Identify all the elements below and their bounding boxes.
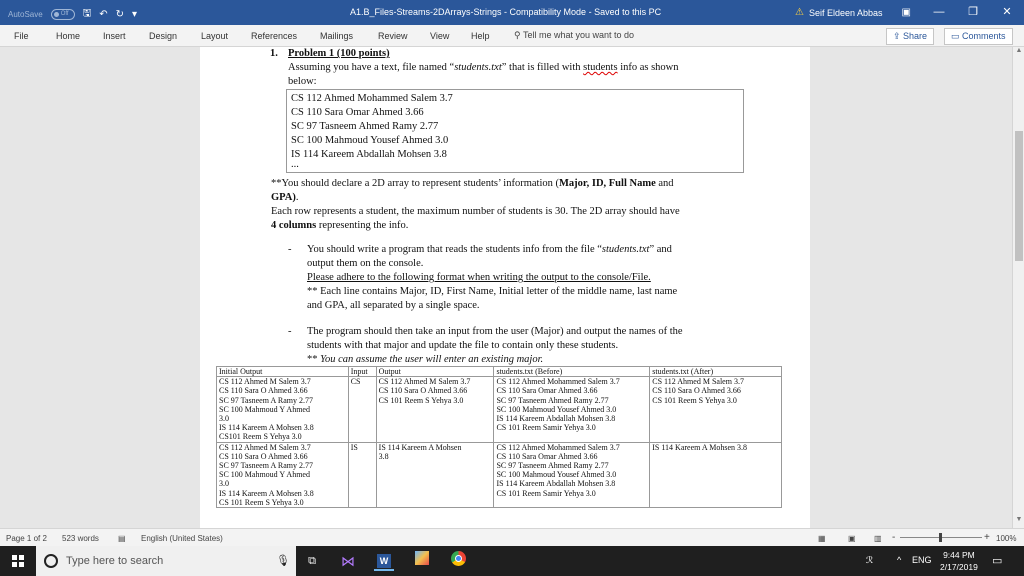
lightbulb-icon: ⚲	[514, 30, 521, 40]
cell-line: SC 97 Tasneem Ahmed Ramy 2.77	[496, 395, 609, 405]
declare-text-b: and	[655, 178, 674, 189]
ribbon-tabs	[0, 25, 1024, 47]
undo-icon[interactable]: ↶	[99, 9, 108, 20]
cell-line: CS 101 Reem S Yehya 3.0	[378, 395, 464, 405]
share-label: Share	[903, 31, 928, 41]
document-title: A1.B_Files-Streams-2DArrays-Strings - Compatibility Mode - Saved to this PC	[350, 7, 662, 17]
declare-text-c: .	[295, 192, 299, 203]
bullet-1-file: students.txt	[601, 244, 650, 255]
cell-line: CS 101 Reem S Yehya 3.0	[652, 395, 737, 405]
cell-line: CS 112 Ahmed Mohammed Salem 3.7	[496, 442, 620, 452]
tab-design[interactable]: Design	[149, 31, 178, 41]
user-name: Seif Eldeen Abbas	[808, 7, 883, 18]
sample-line: SC 100 Mahmoud Yousef Ahmed 3.0	[291, 135, 449, 146]
cell-line: SC 97 Tasneem Ahmed Ramy 2.77	[496, 461, 609, 471]
web-layout-icon[interactable]: ▥	[874, 534, 882, 543]
autosave-label: AutoSave	[8, 10, 43, 19]
intro-line-2: below:	[288, 76, 317, 87]
bullet-1-line-2: output them on the console.	[307, 258, 424, 269]
document-page[interactable]	[200, 47, 810, 528]
intro-students: students	[583, 62, 618, 73]
cell-line: CS 110 Sara O Ahmed 3.66	[219, 386, 308, 396]
sample-data-box	[286, 89, 744, 173]
sample-line: SC 97 Tasneem Ahmed Ramy 2.77	[291, 121, 439, 132]
bullet-2-dash: -	[288, 326, 292, 337]
cell-line: CS 112 Ahmed M Salem 3.7	[219, 442, 311, 452]
table-row	[217, 442, 782, 507]
close-button[interactable]: ✕	[1002, 6, 1012, 18]
cell-line: SC 100 Mahmoud Yousef Ahmed 3.0	[496, 404, 617, 414]
cell-line: CS 110 Sara Omar Ahmed 3.66	[496, 451, 598, 461]
tell-me-text: Tell me what you want to do	[522, 30, 634, 40]
warning-icon: ⚠	[795, 7, 804, 18]
cell-line: SC 100 Mahmoud Y Ahmed	[219, 404, 310, 414]
bullet-1-line-4: ** Each line contains Major, ID, First Name, Initial letter of the middle name, last name	[307, 286, 678, 297]
zoom-slider-handle[interactable]	[939, 533, 942, 542]
zoom-level[interactable]: 100%	[996, 534, 1017, 543]
declare-line-1	[271, 177, 674, 191]
bullet-1-line-3: Please adhere to the following format when writing the output to the console/File.	[307, 272, 651, 283]
rows-line-1: Each row represents a student, the maximum number of students is 30. The 2D array should have	[271, 206, 680, 217]
chrome-icon[interactable]	[448, 551, 468, 571]
start-button[interactable]	[0, 546, 36, 576]
tab-layout[interactable]: Layout	[201, 31, 229, 41]
cell-line: 3.8	[378, 451, 389, 461]
cell-line: CS 101 Reem S Yehya 3.0	[219, 497, 304, 507]
notifications-icon[interactable]: ▭	[992, 555, 1003, 567]
taskbar	[0, 546, 1024, 576]
bullet-2-line-1: The program should then take an input from the user (Major) and output the names of the	[307, 326, 683, 337]
restore-button[interactable]: ❐	[968, 6, 978, 18]
intro-file: students.txt	[454, 62, 502, 73]
word-count[interactable]: 523 words	[62, 534, 99, 543]
tell-me-box[interactable]	[514, 30, 634, 41]
autosave-state: Off	[60, 11, 69, 17]
read-mode-icon[interactable]: ▦	[818, 534, 826, 543]
microphone-icon[interactable]: 🎙	[276, 555, 290, 567]
cell-line: IS	[350, 442, 358, 452]
cell-initial	[217, 377, 349, 442]
header-initial-output: Initial Output	[217, 367, 349, 377]
comments-button[interactable]	[944, 28, 1013, 45]
sample-line: IS 114 Kareem Abdallah Mohsen 3.8	[291, 149, 447, 160]
cell-line: CS 112 Ahmed M Salem 3.7	[219, 377, 311, 387]
clock[interactable]	[940, 549, 978, 573]
cell-before	[494, 442, 650, 507]
cell-line: IS 114 Kareem A Mohsen 3.8	[219, 423, 314, 433]
page-count[interactable]: Page 1 of 2	[6, 534, 47, 543]
intro-text-b: ” that is filled with	[501, 62, 584, 73]
cell-output	[376, 377, 494, 442]
header-after: students.txt (After)	[650, 367, 782, 377]
cell-line: SC 100 Mahmoud Y Ahmed	[219, 470, 310, 480]
language[interactable]: English (United States)	[141, 534, 223, 543]
zoom-in-button[interactable]: +	[984, 532, 990, 543]
word-icon[interactable]: W	[374, 551, 394, 571]
tab-review[interactable]: Review	[378, 31, 408, 41]
cell-line: CS 110 Sara Omar Ahmed 3.66	[496, 386, 598, 396]
ribbon-display-icon[interactable]: ▣	[901, 7, 911, 18]
user-account[interactable]	[795, 7, 911, 18]
cell-line: CS101 Reem S Yehya 3.0	[219, 432, 302, 442]
bullet-2-text-b: You can assume the user will enter an existing major.	[320, 354, 544, 365]
show-hidden-icons[interactable]: ^	[897, 555, 902, 565]
tab-mailings[interactable]: Mailings	[320, 31, 354, 41]
cell-initial	[217, 442, 349, 507]
declare-bold: Major, ID, Full Name	[559, 178, 656, 189]
cell-line: CS	[350, 377, 361, 387]
bullet-1-line-5: and GPA, all separated by a single space.	[307, 300, 480, 311]
title-bar	[0, 0, 1024, 25]
rows-line-2	[271, 219, 408, 233]
tab-references[interactable]: References	[251, 31, 298, 41]
header-input: Input	[348, 367, 376, 377]
tab-insert[interactable]: Insert	[103, 31, 126, 41]
window-controls	[922, 0, 1024, 25]
cell-line: CS 101 Reem Samir Yehya 3.0	[496, 488, 596, 498]
cell-line: CS 112 Ahmed M Salem 3.7	[378, 377, 471, 387]
tab-view[interactable]: View	[430, 31, 450, 41]
cell-line: SC 97 Tasneem A Ramy 2.77	[219, 395, 313, 405]
intro-text-c: info as shown	[617, 62, 679, 73]
cell-line: CS 101 Reem Samir Yehya 3.0	[496, 423, 596, 433]
task-view-icon[interactable]: ⧉	[308, 555, 316, 567]
cortana-icon	[44, 554, 58, 568]
sample-line: CS 112 Ahmed Mohammed Salem 3.7	[291, 93, 453, 104]
search-placeholder: Type here to search	[66, 555, 164, 567]
tab-file[interactable]: File	[14, 31, 29, 41]
cell-line: 3.0	[219, 414, 229, 424]
autosave-toggle[interactable]	[51, 9, 75, 20]
taskbar-search[interactable]	[36, 546, 296, 576]
redo-icon[interactable]: ↻	[115, 9, 125, 20]
sample-line: ...	[291, 159, 299, 170]
windows-icon	[12, 555, 24, 567]
rows-text-b: representing the info.	[316, 220, 409, 231]
input-language[interactable]: ENG	[912, 555, 932, 565]
cell-line: IS 114 Kareem A Mohsen 3.8	[652, 442, 748, 452]
tab-home[interactable]: Home	[56, 31, 81, 41]
paint-icon[interactable]	[412, 551, 432, 571]
bullet-2-text-a: **	[307, 354, 321, 365]
share-icon: ⇪	[893, 31, 904, 41]
vertical-scrollbar[interactable]	[1012, 47, 1024, 528]
scroll-thumb[interactable]	[1015, 131, 1023, 261]
cell-line: IS 114 Kareem A Mohsen 3.8	[219, 488, 314, 498]
cell-before	[494, 377, 650, 442]
bullet-1-dash: -	[288, 244, 292, 255]
print-layout-icon[interactable]: ▣	[848, 534, 856, 543]
sample-line: CS 110 Sara Omar Ahmed 3.66	[291, 107, 424, 118]
cell-line: CS 112 Ahmed M Salem 3.7	[652, 377, 744, 387]
table-header-row	[217, 367, 782, 377]
cell-after	[650, 442, 782, 507]
cell-line: CS 110 Sara O Ahmed 3.66	[652, 386, 741, 396]
save-icon[interactable]: 🖫	[82, 8, 92, 19]
declare-line-2	[271, 191, 299, 205]
document-area	[0, 47, 1012, 528]
comments-label: Comments	[962, 31, 1006, 41]
cell-output	[376, 442, 494, 507]
intro-line-1	[288, 61, 679, 75]
declare-text-a: **You should declare a 2D array to represent students’ information (	[271, 178, 559, 189]
rows-bold: 4 columns	[271, 220, 317, 231]
cell-after	[650, 377, 782, 442]
share-button[interactable]	[886, 28, 934, 45]
cell-line: SC 100 Mahmoud Yousef Ahmed 3.0	[496, 470, 617, 480]
declare-gpa: GPA)	[271, 192, 296, 203]
quick-access-toolbar	[8, 6, 137, 23]
problem-number: 1.	[270, 48, 278, 59]
proofing-icon[interactable]: ▤	[118, 534, 126, 543]
cell-line: 3.0	[219, 479, 229, 489]
bullet-1-text-b: ” and	[649, 244, 672, 255]
io-table	[216, 366, 782, 508]
scroll-up-icon[interactable]: ▲	[1015, 47, 1023, 54]
bullet-2-line-3	[307, 353, 543, 367]
status-bar	[0, 528, 1024, 546]
customize-toolbar-icon[interactable]: ▾	[132, 9, 138, 20]
minimize-button[interactable]: —	[933, 6, 945, 18]
tab-help[interactable]: Help	[471, 31, 490, 41]
cell-line: SC 97 Tasneem A Ramy 2.77	[219, 461, 313, 471]
cell-line: IS 114 Kareem A Mohsen	[378, 442, 462, 452]
people-icon[interactable]: ℛ	[866, 555, 874, 565]
header-output: Output	[376, 367, 494, 377]
zoom-out-button[interactable]: -	[892, 532, 896, 543]
visual-studio-icon[interactable]: ⋈	[341, 553, 355, 569]
problem-title: Problem 1 (100 points)	[288, 48, 390, 59]
header-before: students.txt (Before)	[494, 367, 650, 377]
bullet-1-text-a: You should write a program that reads the students info from the file “	[307, 244, 602, 255]
clock-time: 9:44 PM	[943, 550, 975, 560]
cell-line: CS 110 Sara O Ahmed 3.66	[219, 451, 308, 461]
intro-text-a: Assuming you have a text, file named “	[288, 62, 455, 73]
table-row	[217, 377, 782, 442]
clock-date: 2/17/2019	[940, 562, 978, 572]
bullet-1-line-1	[307, 243, 672, 257]
cell-line: IS 114 Kareem Abdallah Mohsen 3.8	[496, 479, 616, 489]
cell-input	[348, 442, 376, 507]
cell-line: IS 114 Kareem Abdallah Mohsen 3.8	[496, 414, 616, 424]
cell-line: CS 110 Sara O Ahmed 3.66	[378, 386, 468, 396]
cell-line: CS 112 Ahmed Mohammed Salem 3.7	[496, 377, 620, 387]
comment-icon: ▭	[951, 31, 963, 41]
bullet-2-line-2: students with that major and update the file to contain only these students.	[307, 340, 619, 351]
cell-input	[348, 377, 376, 442]
scroll-down-icon[interactable]: ▼	[1015, 516, 1023, 523]
